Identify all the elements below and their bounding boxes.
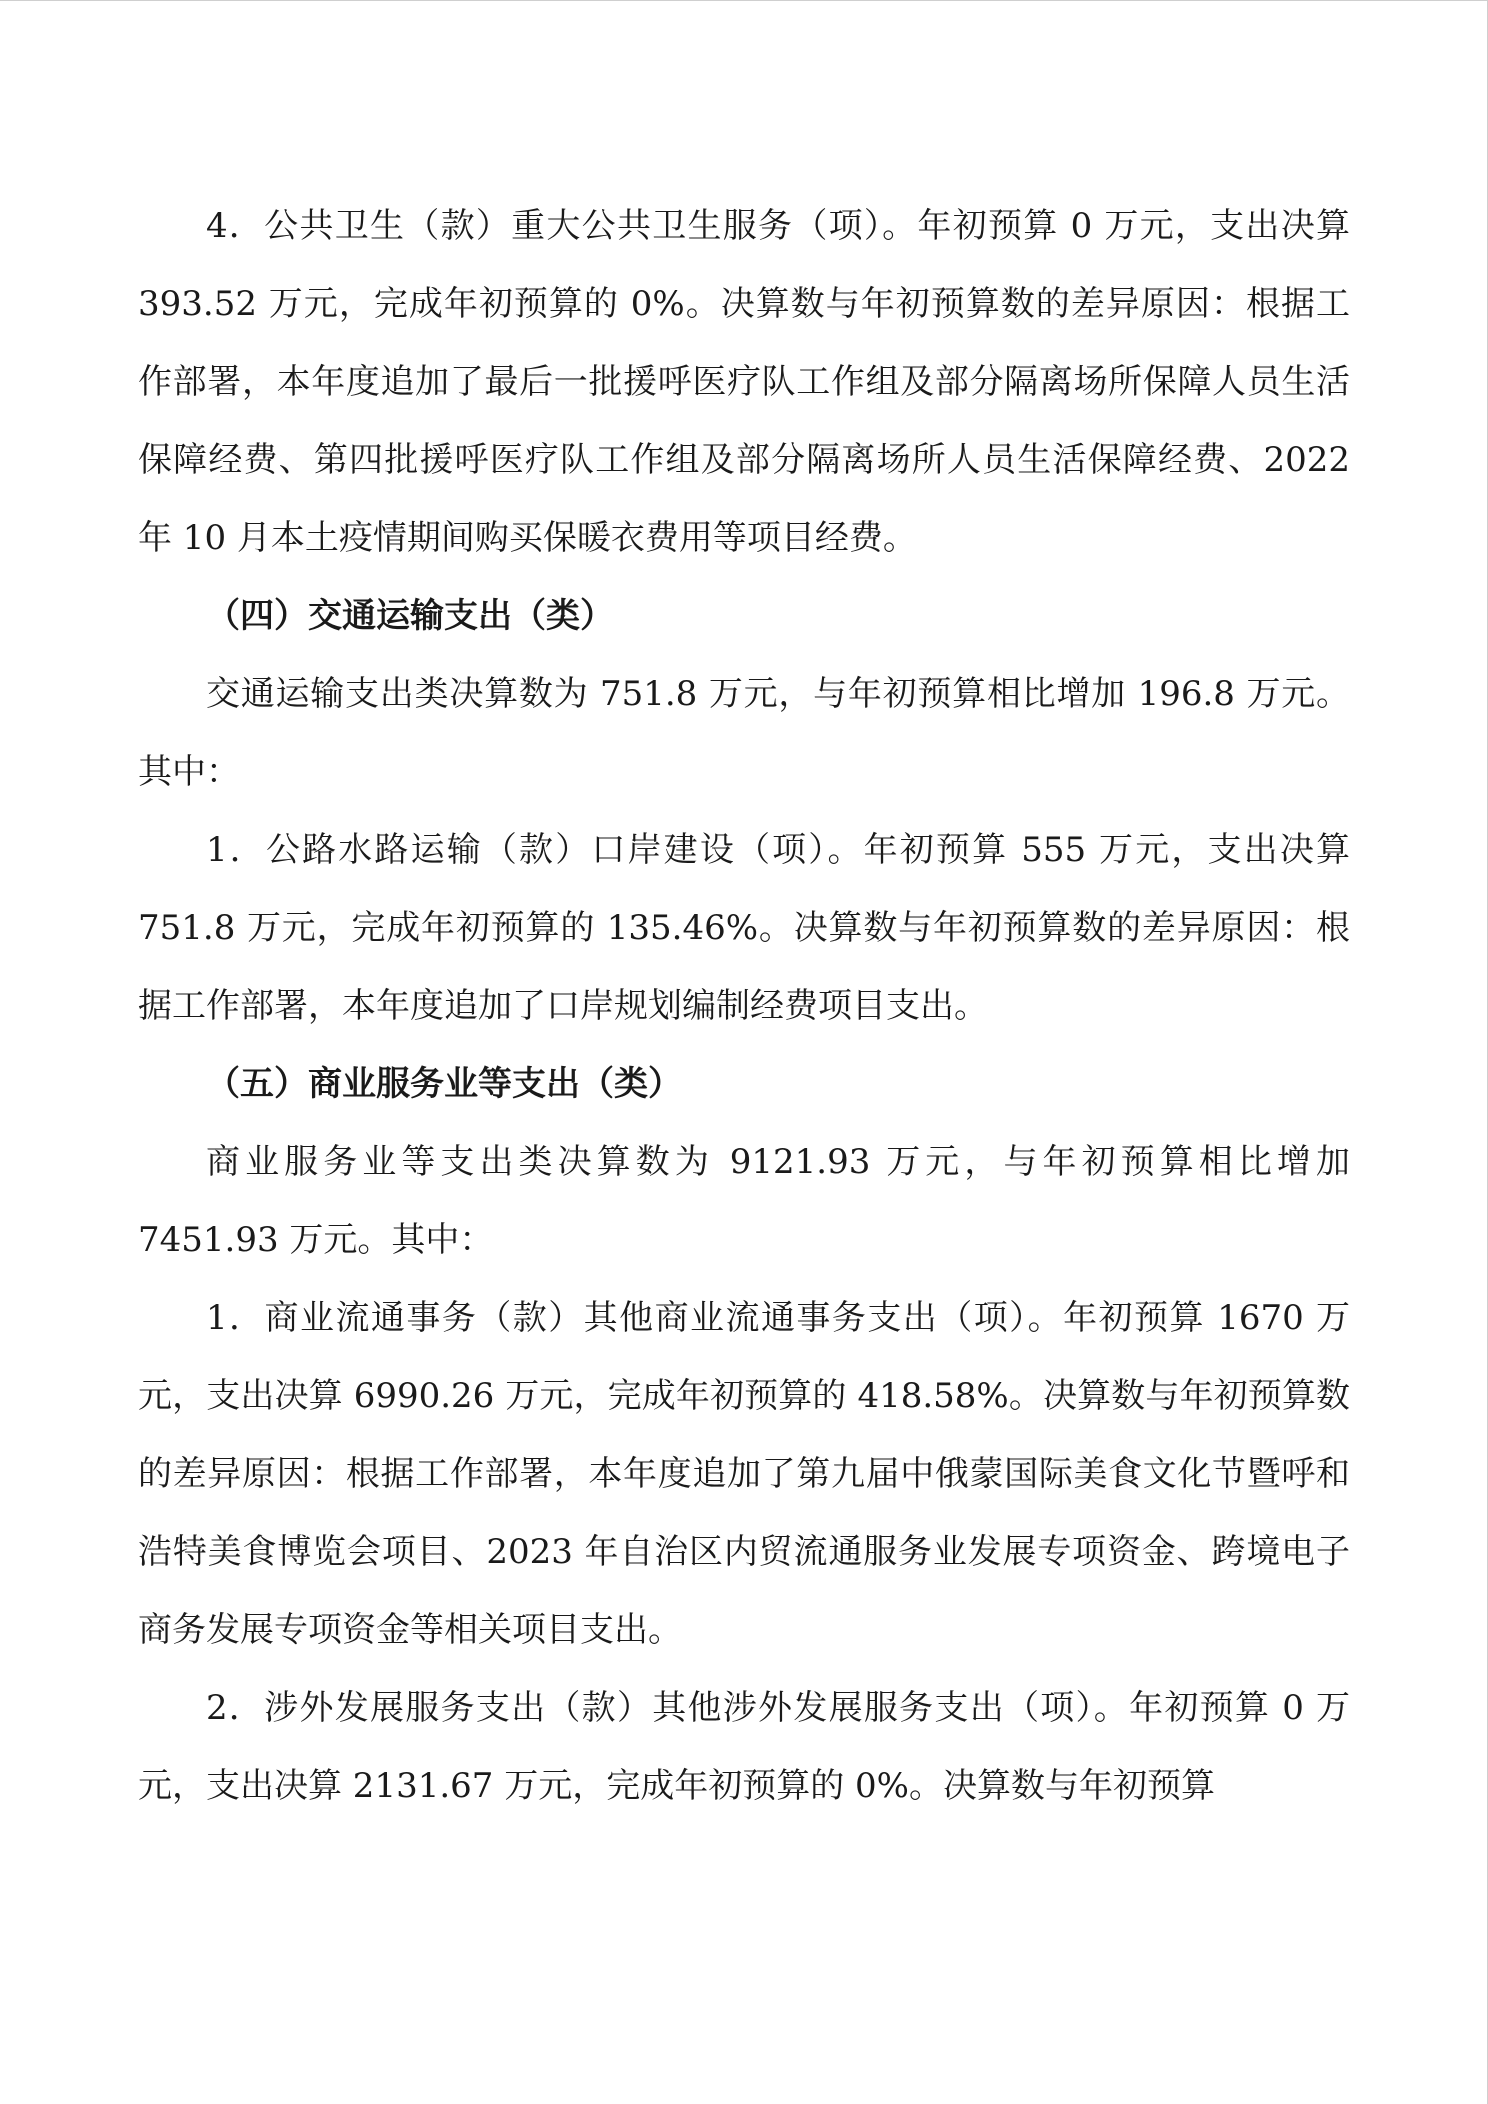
paragraph-commerce-item-2: 2．涉外发展服务支出（款）其他涉外发展服务支出（项）。年初预算 0 万元，支出决算 2131.67 万元，完成年初预算的 0%。决算数与年初预算	[138, 1688, 1350, 1806]
section-heading-commerce: （五）商业服务业等支出（类）	[206, 1064, 682, 1104]
document-body	[138, 187, 1350, 1825]
paragraph-public-health-item-4: 4．公共卫生（款）重大公共卫生服务（项）。年初预算 0 万元，支出决算 393.52 万元，完成年初预算的 0%。决算数与年初预算数的差异原因：根据工作部署，本年度追加了最后一批援呼医疗队工作组及部分隔离场所保障人员生活保障经费、第四批援呼医疗队工作组及部分隔离场所人员生活保障经费、2022 年 10 月本土疫情期间购买保暖衣费用等项目经费。	[138, 206, 1350, 558]
paragraph-commerce-summary: 商业服务业等支出类决算数为 9121.93 万元，与年初预算相比增加 7451.93 万元。其中：	[138, 1142, 1350, 1260]
paragraph-transport-item-1: 1．公路水路运输（款）口岸建设（项）。年初预算 555 万元，支出决算 751.8 万元，完成年初预算的 135.46%。决算数与年初预算数的差异原因：根据工作部署，本年度追加了口岸规划编制经费项目支出。	[138, 830, 1350, 1026]
paragraph-commerce-item-1: 1．商业流通事务（款）其他商业流通事务支出（项）。年初预算 1670 万元，支出决算 6990.26 万元，完成年初预算的 418.58%。决算数与年初预算数的差异原因：根据工作部署，本年度追加了第九届中俄蒙国际美食文化节暨呼和浩特美食博览会项目、2023 年自治区内贸流通服务业发展专项资金、跨境电子商务发展专项资金等相关项目支出。	[138, 1298, 1350, 1650]
paragraph-transport-summary: 交通运输支出类决算数为 751.8 万元，与年初预算相比增加 196.8 万元。其中：	[138, 674, 1350, 792]
section-heading-transport: （四）交通运输支出（类）	[206, 596, 614, 636]
